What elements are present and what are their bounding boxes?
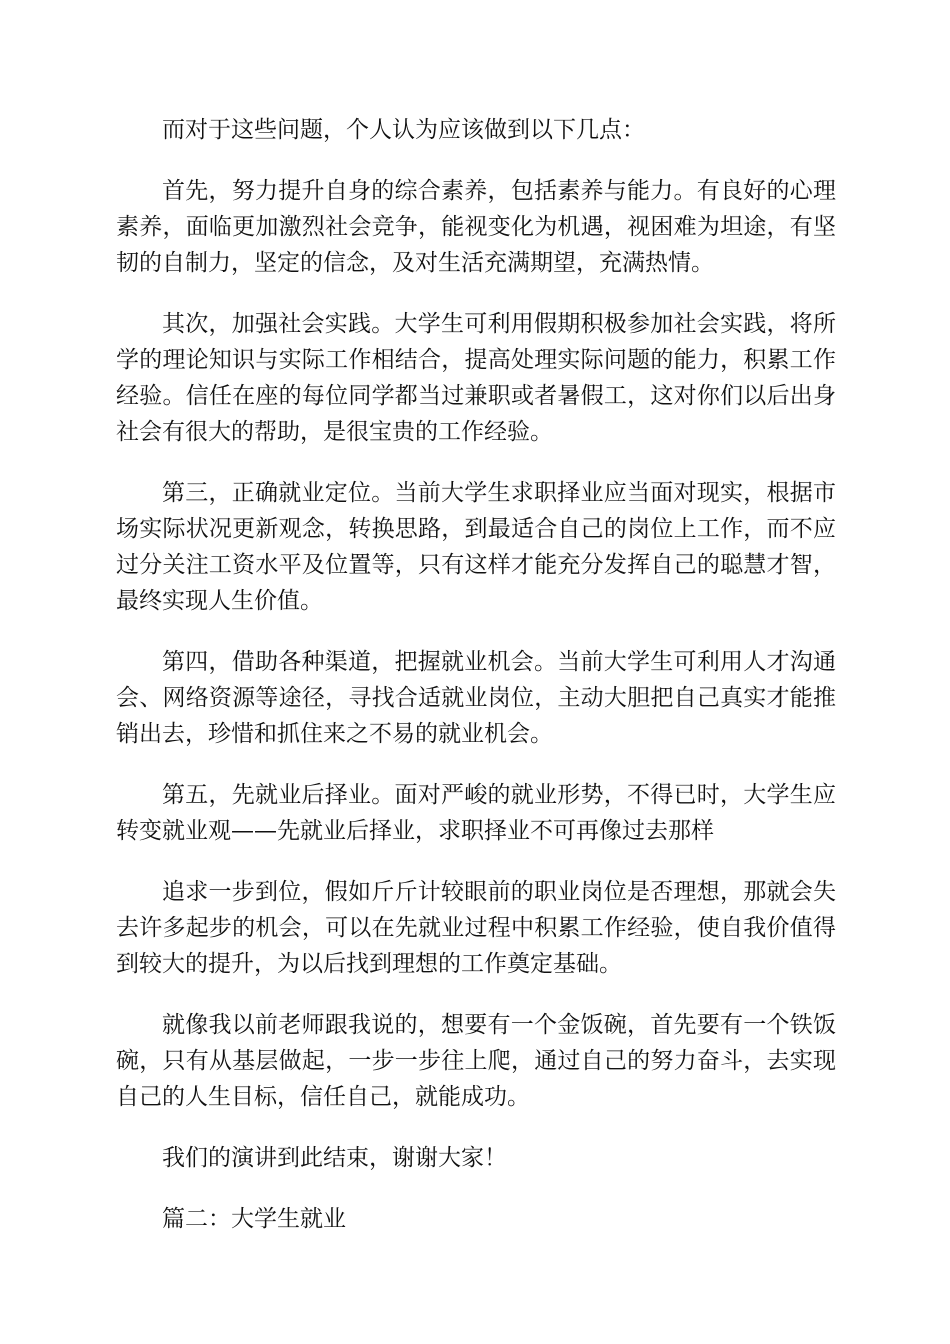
paragraph-third-point: 第三，正确就业定位。当前大学生求职择业应当面对现实，根据市场实际状况更新观念，转换思路，到最适合自己的岗位上工作，而不应过分关注工资水平及位置等，只有这样才能充分发挥自己的聪慧才智，最终实现人生价值。 (116, 480, 836, 614)
paragraph-fifth-point: 第五，先就业后择业。面对严峻的就业形势，不得已时，大学生应转变就业观——先就业后择业，求职择业不可再像过去那样 (116, 782, 836, 844)
section-heading: 篇二：大学生就业 (162, 1206, 346, 1232)
document-body (116, 112, 836, 1262)
paragraph-second-point: 其次，加强社会实践。大学生可利用假期积极参加社会实践，将所学的理论知识与实际工作相结合，提高处理实际问题的能力，积累工作经验。信任在座的每位同学都当过兼职或者暑假工，这对你们以后出身社会有很大的帮助，是很宝贵的工作经验。 (116, 311, 836, 445)
paragraph-fourth-point: 第四，借助各种渠道，把握就业机会。当前大学生可利用人才沟通会、网络资源等途径，寻找合适就业岗位，主动大胆把自己真实才能推销出去，珍惜和抓住来之不易的就业机会。 (116, 649, 836, 747)
paragraph-intro: 而对于这些问题，个人认为应该做到以下几点： (162, 117, 645, 143)
paragraph-fifth-point-continued: 追求一步到位，假如斤斤计较眼前的职业岗位是否理想，那就会失去许多起步的机会，可以在先就业过程中积累工作经验，使自我价值得到较大的提升，为以后找到理想的工作奠定基础。 (116, 879, 836, 977)
paragraph-teacher-advice: 就像我以前老师跟我说的，想要有一个金饭碗，首先要有一个铁饭碗，只有从基层做起，一步一步往上爬，通过自己的努力奋斗，去实现自己的人生目标，信任自己，就能成功。 (116, 1012, 836, 1110)
paragraph-closing: 我们的演讲到此结束，谢谢大家！ (162, 1145, 507, 1171)
paragraph-first-point: 首先，努力提升自身的综合素养，包括素养与能力。有良好的心理素养，面临更加激烈社会竞争，能视变化为机遇，视困难为坦途，有坚韧的自制力，坚定的信念，及对生活充满期望，充满热情。 (116, 178, 836, 276)
